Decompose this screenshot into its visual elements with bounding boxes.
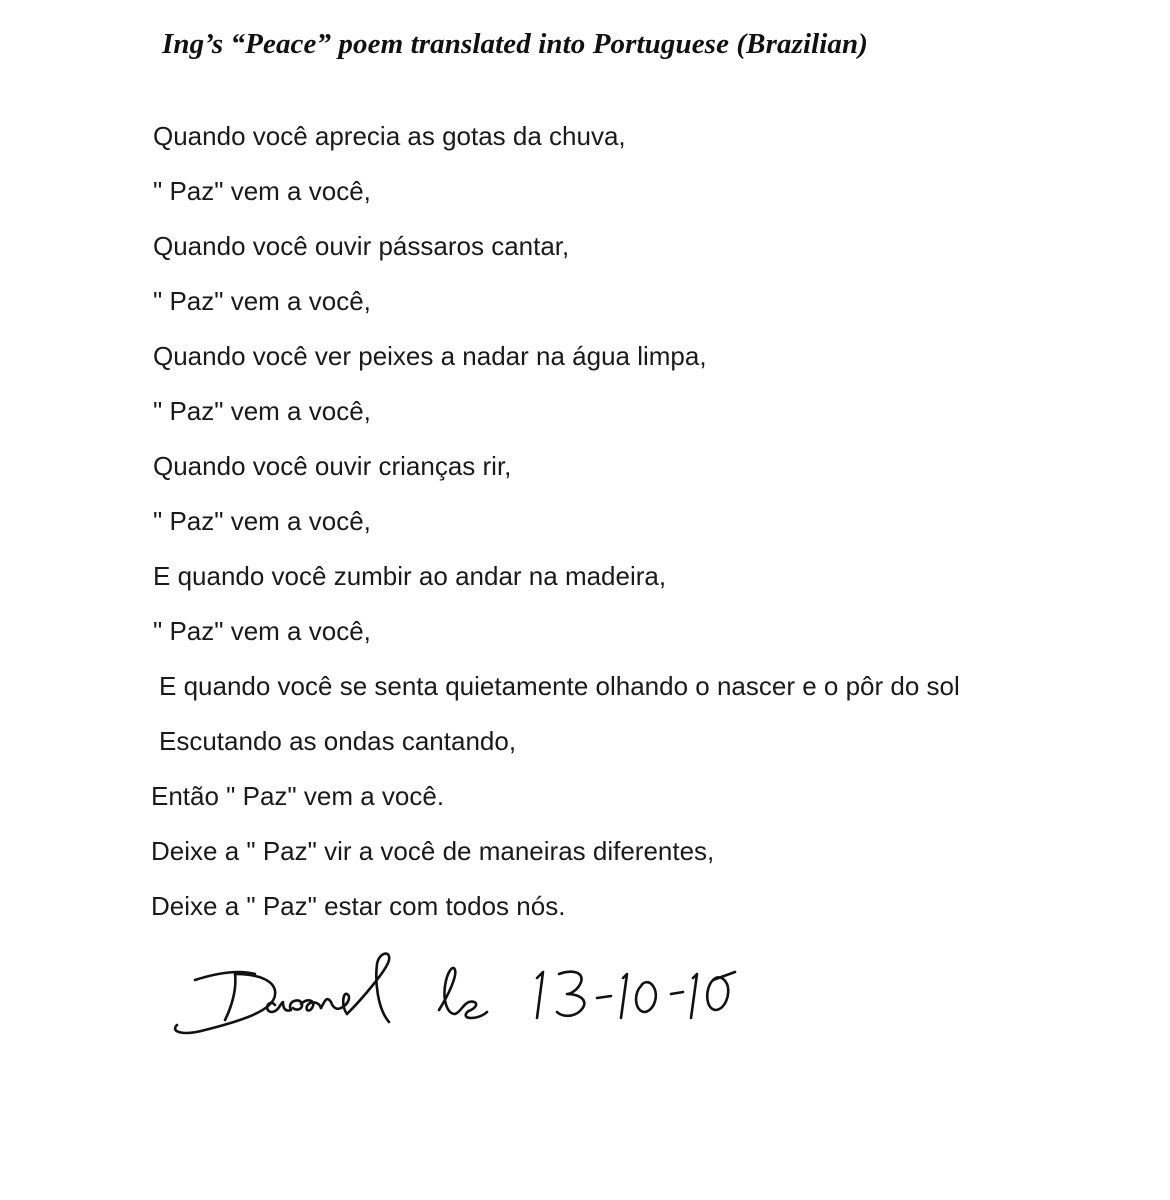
- poem-line: Quando você ouvir pássaros cantar,: [153, 231, 570, 261]
- poem-line: Quando você ver peixes a nadar na água limpa,: [153, 341, 707, 371]
- poem-line: Deixe a " Paz" vir a você de maneiras diferentes,: [151, 836, 715, 866]
- poem-line: Escutando as ondas cantando,: [159, 726, 517, 756]
- poem-line: " Paz" vem a você,: [153, 506, 371, 536]
- poem-line: Deixe a " Paz" estar com todos nós.: [151, 891, 566, 921]
- poem-line: " Paz" vem a você,: [153, 396, 371, 426]
- poem-line: Quando você ouvir crianças rir,: [153, 451, 512, 481]
- handwritten-signature: [165, 950, 765, 1045]
- poem-line: " Paz" vem a você,: [153, 176, 371, 206]
- poem-line: " Paz" vem a você,: [153, 616, 371, 646]
- poem-line: Quando você aprecia as gotas da chuva,: [153, 121, 626, 151]
- poem-line: E quando você se senta quietamente olhando o nascer e o pôr do sol: [159, 671, 960, 701]
- signature-drawing: [165, 950, 765, 1045]
- poem-line: " Paz" vem a você,: [153, 286, 371, 316]
- poem-line: E quando você zumbir ao andar na madeira,: [153, 561, 667, 591]
- poem-title: Ing’s “Peace” poem translated into Portuguese (Brazilian): [162, 28, 869, 60]
- poem-line: Então " Paz" vem a você.: [151, 781, 445, 811]
